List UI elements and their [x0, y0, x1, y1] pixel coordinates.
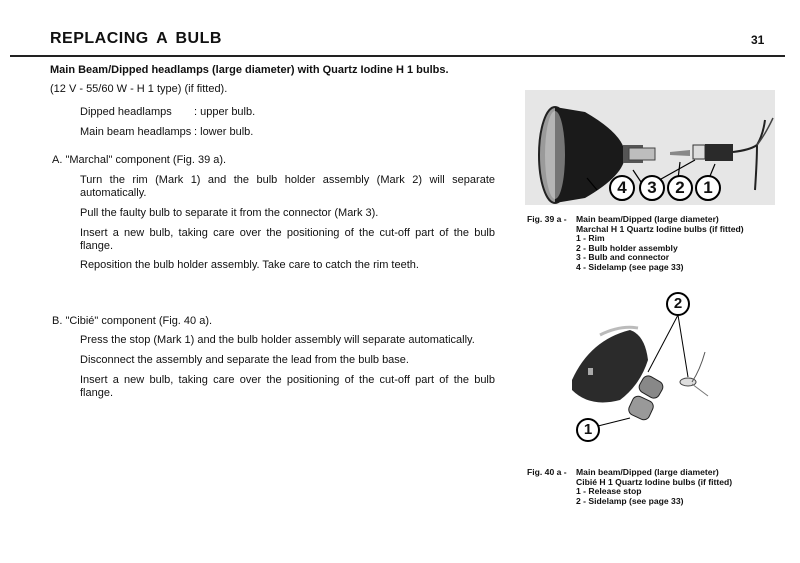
legend-text: Sidelamp (see page 33)	[588, 495, 684, 506]
section-a-step-3: Insert a new bulb, taking care over the positioning of the cut-off part of the bulb flange.	[80, 227, 495, 252]
callout-2: 2	[666, 292, 690, 316]
legend-num: 4	[576, 261, 581, 272]
lamp-sep: :	[194, 106, 198, 118]
caption-line: Cibié H 1 Quartz Iodine bulbs (if fitted)	[576, 476, 733, 487]
legend-item: 2 - Bulb holder assembly	[576, 242, 678, 253]
legend-text: Release stop	[588, 486, 642, 497]
section-b-heading: B. "Cibié" component (Fig. 40 a).	[52, 315, 213, 327]
callout-3: 3	[639, 175, 665, 201]
header-rule	[10, 55, 785, 57]
legend-num: 2	[576, 495, 581, 506]
section-a-heading: A. "Marchal" component (Fig. 39 a).	[52, 154, 227, 166]
lamp-label: Dipped headlamps	[80, 106, 172, 118]
page-title: REPLACING A BULB	[50, 30, 222, 47]
callout-1: 1	[576, 418, 600, 442]
legend-item: 3 - Bulb and connector	[576, 252, 670, 263]
callout-1: 1	[695, 175, 721, 201]
section-b-step-2: Disconnect the assembly and separate the lead from the bulb base.	[80, 354, 409, 366]
section-a-step-4: Reposition the bulb holder assembly. Take care to catch the rim teeth.	[80, 259, 419, 271]
bulb-spec: (12 V - 55/60 W - H 1 type) (if fitted).	[50, 83, 228, 95]
section-a-step-1: Turn the rim (Mark 1) and the bulb holder assembly (Mark 2) will separate automatically.	[80, 174, 495, 199]
legend-num: 3	[576, 252, 581, 263]
legend-item: 1 - Release stop	[576, 486, 642, 497]
figure-39a-photo	[525, 90, 775, 205]
figure-40a-caption	[527, 468, 732, 506]
legend-num: 1	[576, 486, 581, 497]
lamp-row-dipped	[80, 106, 255, 119]
lamp-row-main	[80, 126, 253, 139]
lamp-value: upper bulb.	[200, 106, 256, 118]
figure-39a-caption	[527, 215, 744, 273]
caption-label: Fig. 39 a -	[527, 214, 567, 224]
lamp-label: Main beam headlamps	[80, 126, 192, 138]
legend-item: 1 - Rim	[576, 233, 605, 244]
lamp-sep: :	[194, 126, 198, 138]
legend-item: 4 - Sidelamp (see page 33)	[576, 261, 684, 272]
section-b-step-1: Press the stop (Mark 1) and the bulb holder assembly will separate automatically.	[80, 334, 475, 346]
callout-4: 4	[609, 175, 635, 201]
section-b-step-3: Insert a new bulb, taking care over the positioning of the cut-off part of the bulb flange.	[80, 374, 495, 399]
callout-2: 2	[667, 175, 693, 201]
caption-line: Marchal H 1 Quartz Iodine bulbs (if fitted)	[576, 223, 744, 234]
caption-line: Main beam/Dipped (large diameter)	[576, 214, 719, 224]
section-heading: Main Beam/Dipped headlamps (large diameter) with Quartz Iodine H 1 bulbs.	[50, 64, 449, 76]
figure-40a-photo	[560, 290, 710, 445]
legend-text: Bulb and connector	[588, 252, 670, 263]
lamp-value: lower bulb.	[200, 126, 254, 138]
legend-num: 1	[576, 233, 581, 244]
legend-text: Sidelamp (see page 33)	[588, 261, 684, 272]
section-a-step-2: Pull the faulty bulb to separate it from the connector (Mark 3).	[80, 207, 379, 219]
legend-text: Bulb holder assembly	[588, 242, 678, 253]
caption-label: Fig. 40 a -	[527, 467, 567, 477]
legend-item: 2 - Sidelamp (see page 33)	[576, 495, 684, 506]
legend-text: Rim	[588, 233, 605, 244]
legend-num: 2	[576, 242, 581, 253]
caption-line: Main beam/Dipped (large diameter)	[576, 467, 719, 477]
page-number: 31	[751, 33, 765, 47]
